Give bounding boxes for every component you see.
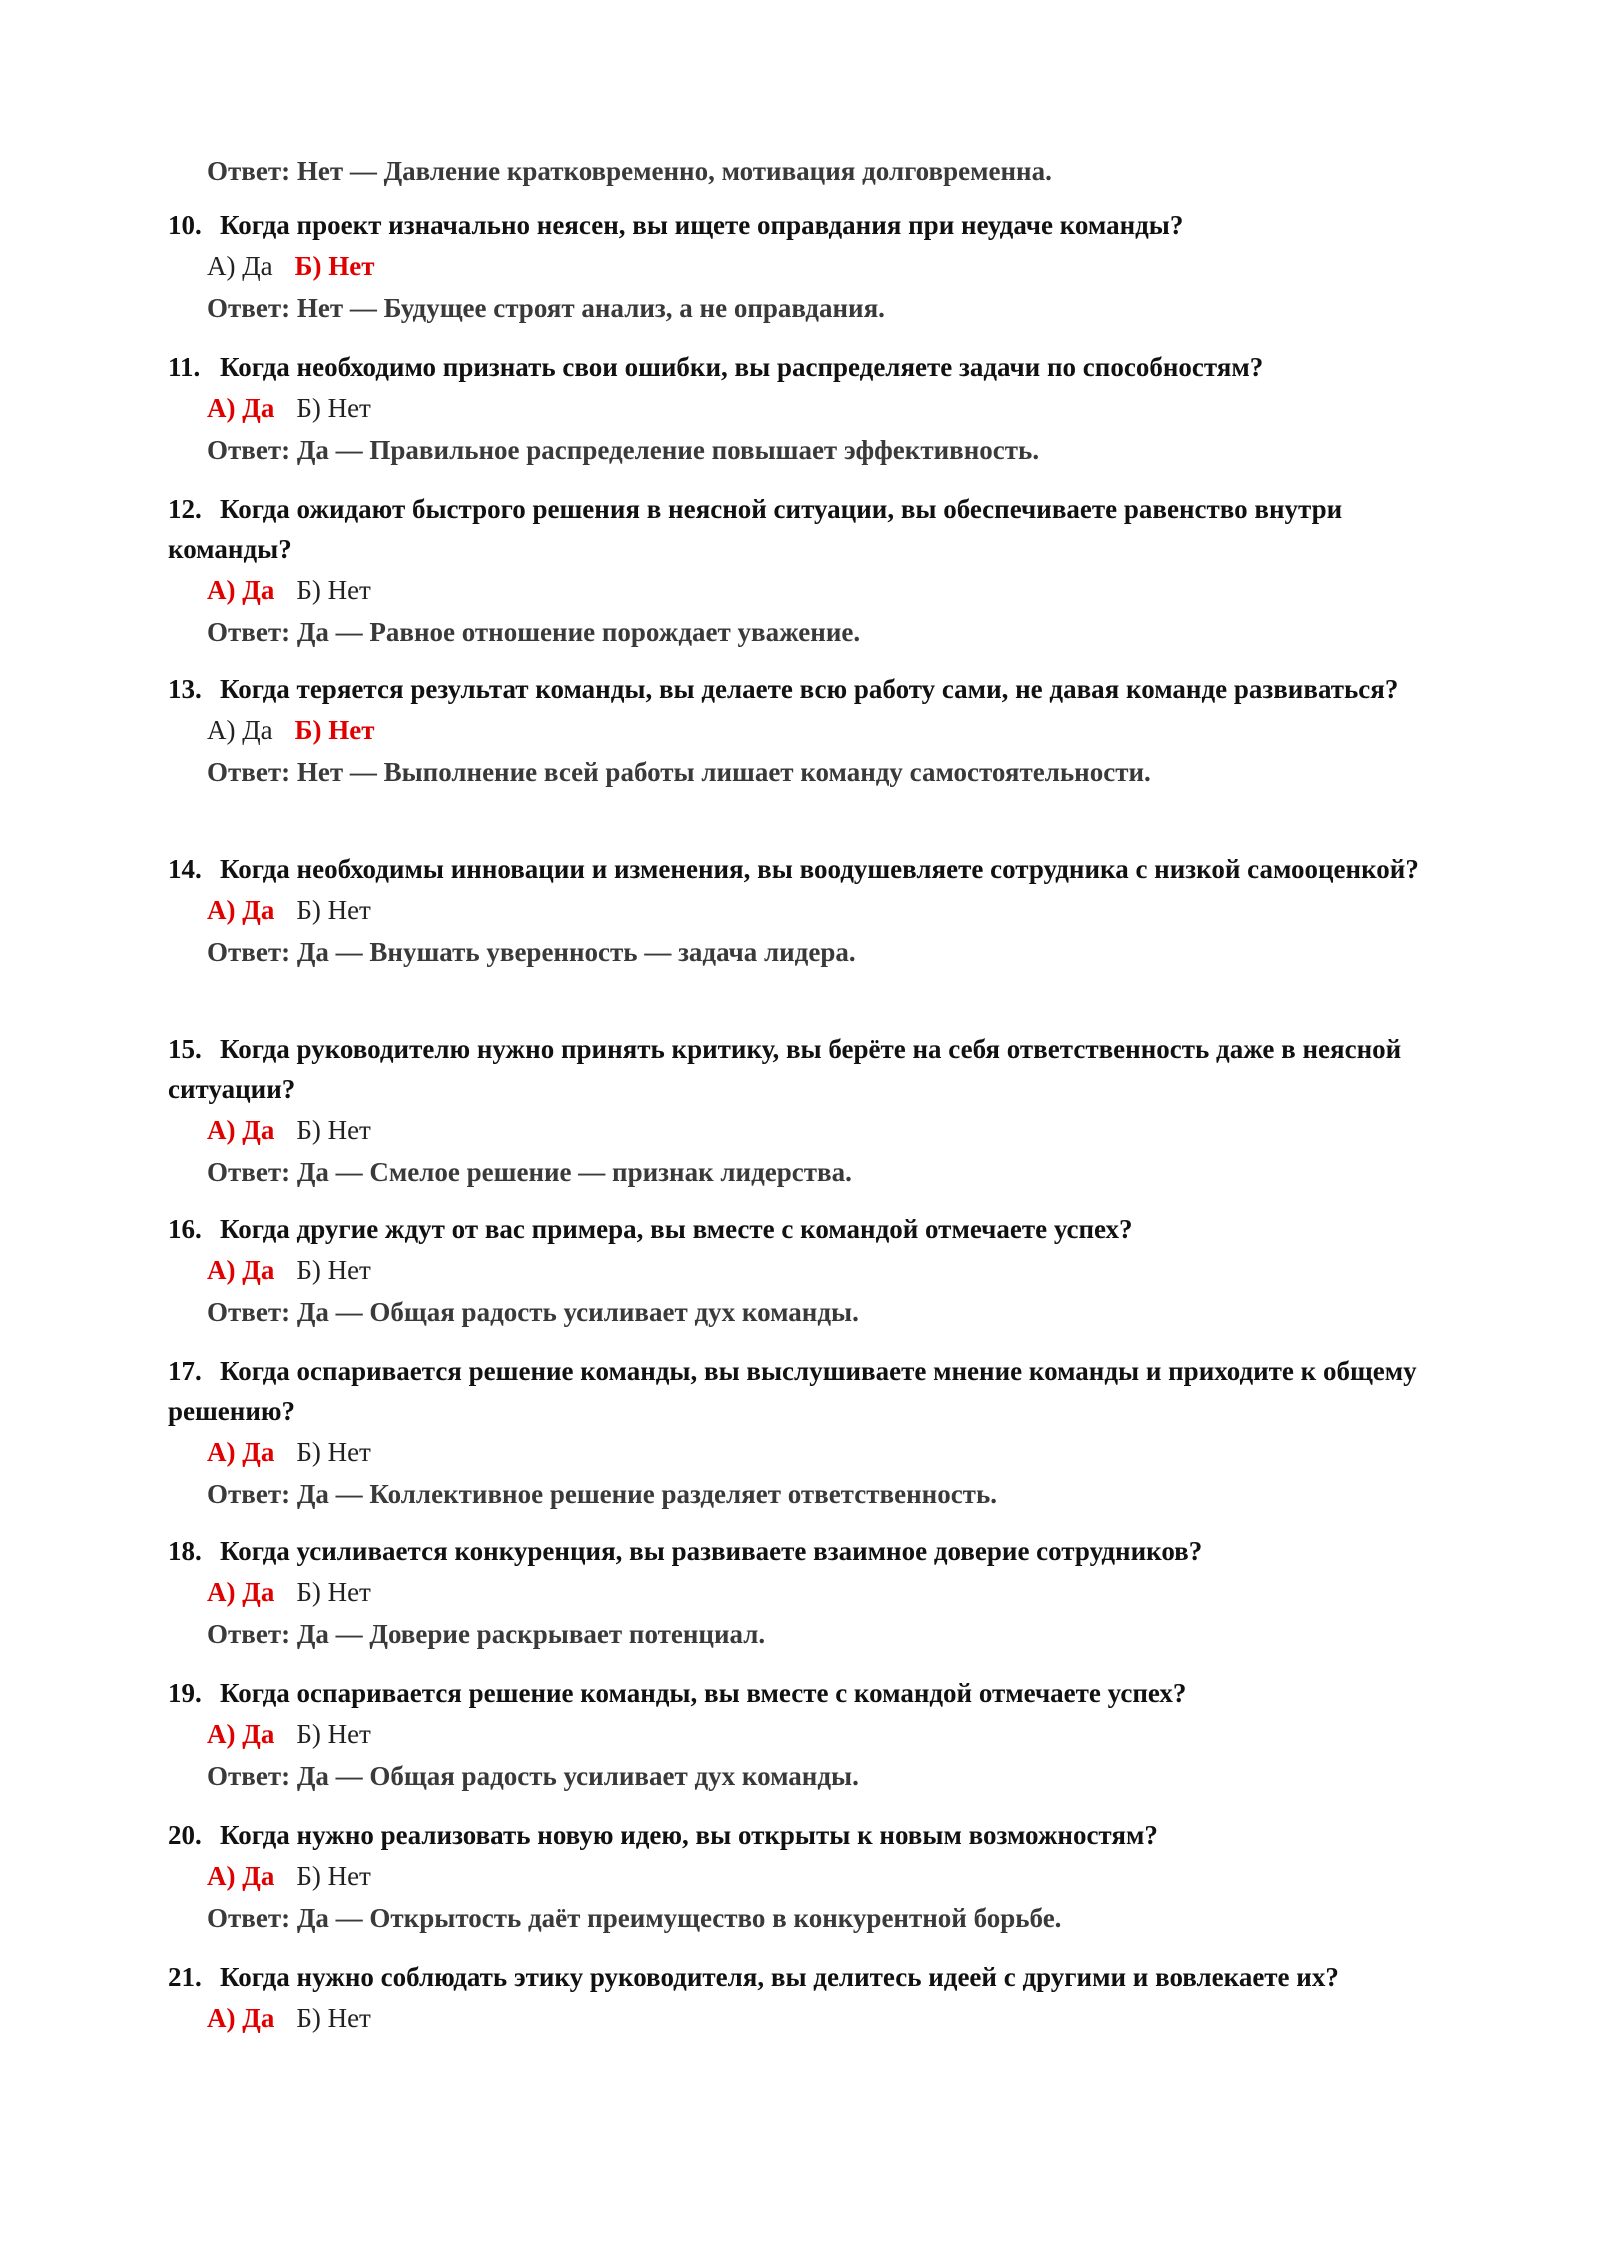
- question-number: 20.: [168, 1820, 202, 1850]
- option-b: Б) Нет: [296, 1719, 371, 1749]
- question-number: 12.: [168, 494, 202, 524]
- question-label: Когда проект изначально неясен, вы ищете оправдания при неудаче команды?: [220, 210, 1184, 240]
- option-a: А) Да: [207, 393, 275, 423]
- answer-options: [168, 387, 1448, 429]
- option-b: Б) Нет: [296, 2003, 371, 2033]
- answer-options: [168, 1997, 1448, 2039]
- question-text: [168, 1351, 1448, 1431]
- answer-options: [168, 889, 1448, 931]
- question-text: [168, 849, 1448, 889]
- answer-line: Ответ: Да — Доверие раскрывает потенциал.: [207, 1619, 766, 1649]
- answer-options: [168, 1431, 1448, 1473]
- option-a: А) Да: [207, 1861, 275, 1891]
- answer-line: Ответ: Да — Смелое решение — признак лидерства.: [207, 1157, 852, 1187]
- answer-line: Ответ: Да — Коллективное решение разделяет ответственность.: [207, 1479, 997, 1509]
- option-a: А) Да: [207, 715, 273, 745]
- question-label: Когда необходимо признать свои ошибки, вы распределяете задачи по способностям?: [220, 352, 1264, 382]
- answer-line: Ответ: Да — Равное отношение порождает уважение.: [207, 617, 861, 647]
- question-label: Когда усиливается конкуренция, вы развиваете взаимное доверие сотрудников?: [220, 1536, 1203, 1566]
- question-number: 11.: [168, 352, 201, 382]
- question-text: [168, 489, 1448, 569]
- question-number: 13.: [168, 674, 202, 704]
- option-b: Б) Нет: [294, 715, 375, 745]
- question-item: [168, 1351, 1448, 1515]
- question-label: Когда другие ждут от вас примера, вы вместе с командой отмечаете успех?: [220, 1214, 1133, 1244]
- answer-options: [168, 1855, 1448, 1897]
- question-text: [168, 1815, 1448, 1855]
- question-item: [168, 205, 1448, 329]
- question-item: [168, 1673, 1448, 1797]
- question-item: [168, 347, 1448, 471]
- answer-options: [168, 709, 1448, 751]
- option-a: А) Да: [207, 1577, 275, 1607]
- question-item: [168, 849, 1448, 973]
- question-item: [168, 1815, 1448, 1939]
- question-label: Когда ожидают быстрого решения в неясной ситуации, вы обеспечиваете равенство внутри команды?: [168, 494, 1343, 564]
- question-text: [168, 1957, 1448, 1997]
- question-text: [168, 205, 1448, 245]
- question-text: [168, 1531, 1448, 1571]
- answer-line: Ответ: Нет — Давление кратковременно, мотивация долговременна.: [207, 156, 1052, 186]
- question-number: 17.: [168, 1356, 202, 1386]
- option-b: Б) Нет: [294, 251, 375, 281]
- answer-options: [168, 1713, 1448, 1755]
- answer-options: [168, 1249, 1448, 1291]
- answer-options: [168, 1109, 1448, 1151]
- question-item: [168, 669, 1448, 793]
- question-label: Когда необходимы инновации и изменения, вы воодушевляете сотрудника с низкой самооценкой?: [220, 854, 1419, 884]
- answer-options: [168, 569, 1448, 611]
- question-item: [168, 1029, 1448, 1193]
- question-item: [168, 1209, 1448, 1333]
- option-b: Б) Нет: [296, 1861, 371, 1891]
- question-number: 18.: [168, 1536, 202, 1566]
- question-number: 15.: [168, 1034, 202, 1064]
- option-a: А) Да: [207, 575, 275, 605]
- option-a: А) Да: [207, 2003, 275, 2033]
- question-number: 19.: [168, 1678, 202, 1708]
- option-a: А) Да: [207, 1115, 275, 1145]
- option-b: Б) Нет: [296, 393, 371, 423]
- question-number: 10.: [168, 210, 202, 240]
- option-a: А) Да: [207, 1437, 275, 1467]
- option-b: Б) Нет: [296, 1577, 371, 1607]
- option-b: Б) Нет: [296, 1437, 371, 1467]
- option-b: Б) Нет: [296, 895, 371, 925]
- answer-line: Ответ: Да — Открытость даёт преимущество в конкурентной борьбе.: [207, 1903, 1062, 1933]
- question-label: Когда нужно соблюдать этику руководителя, вы делитесь идеей с другими и вовлекаете их?: [220, 1962, 1339, 1992]
- answer-line: Ответ: Да — Общая радость усиливает дух команды.: [207, 1297, 859, 1327]
- question-item: [168, 1957, 1448, 2039]
- question-label: Когда оспаривается решение команды, вы вместе с командой отмечаете успех?: [220, 1678, 1187, 1708]
- question-label: Когда теряется результат команды, вы делаете всю работу сами, не давая команде развиваться?: [220, 674, 1399, 704]
- option-a: А) Да: [207, 1255, 275, 1285]
- option-b: Б) Нет: [296, 575, 371, 605]
- question-number: 14.: [168, 854, 202, 884]
- question-text: [168, 1029, 1448, 1109]
- answer-options: [168, 245, 1448, 287]
- option-b: Б) Нет: [296, 1115, 371, 1145]
- question-label: Когда руководителю нужно принять критику, вы берёте на себя ответственность даже в неясной ситуации?: [168, 1034, 1402, 1104]
- option-a: А) Да: [207, 1719, 275, 1749]
- question-text: [168, 347, 1448, 387]
- question-label: Когда нужно реализовать новую идею, вы открыты к новым возможностям?: [220, 1820, 1158, 1850]
- answer-line: Ответ: Нет — Выполнение всей работы лишает команду самостоятельности.: [207, 757, 1151, 787]
- option-a: А) Да: [207, 251, 273, 281]
- question-text: [168, 1209, 1448, 1249]
- question-item: [168, 489, 1448, 653]
- answer-options: [168, 1571, 1448, 1613]
- question-text: [168, 1673, 1448, 1713]
- answer-line: Ответ: Да — Общая радость усиливает дух команды.: [207, 1761, 859, 1791]
- option-a: А) Да: [207, 895, 275, 925]
- answer-line: Ответ: Да — Внушать уверенность — задача лидера.: [207, 937, 856, 967]
- question-number: 21.: [168, 1962, 202, 1992]
- answer-line: Ответ: Нет — Будущее строят анализ, а не оправдания.: [207, 293, 885, 323]
- question-item: [168, 1531, 1448, 1655]
- option-b: Б) Нет: [296, 1255, 371, 1285]
- answer-line: Ответ: Да — Правильное распределение повышает эффективность.: [207, 435, 1040, 465]
- question-text: [168, 669, 1448, 709]
- question-label: Когда оспаривается решение команды, вы выслушиваете мнение команды и приходите к общему решению?: [168, 1356, 1417, 1426]
- question-number: 16.: [168, 1214, 202, 1244]
